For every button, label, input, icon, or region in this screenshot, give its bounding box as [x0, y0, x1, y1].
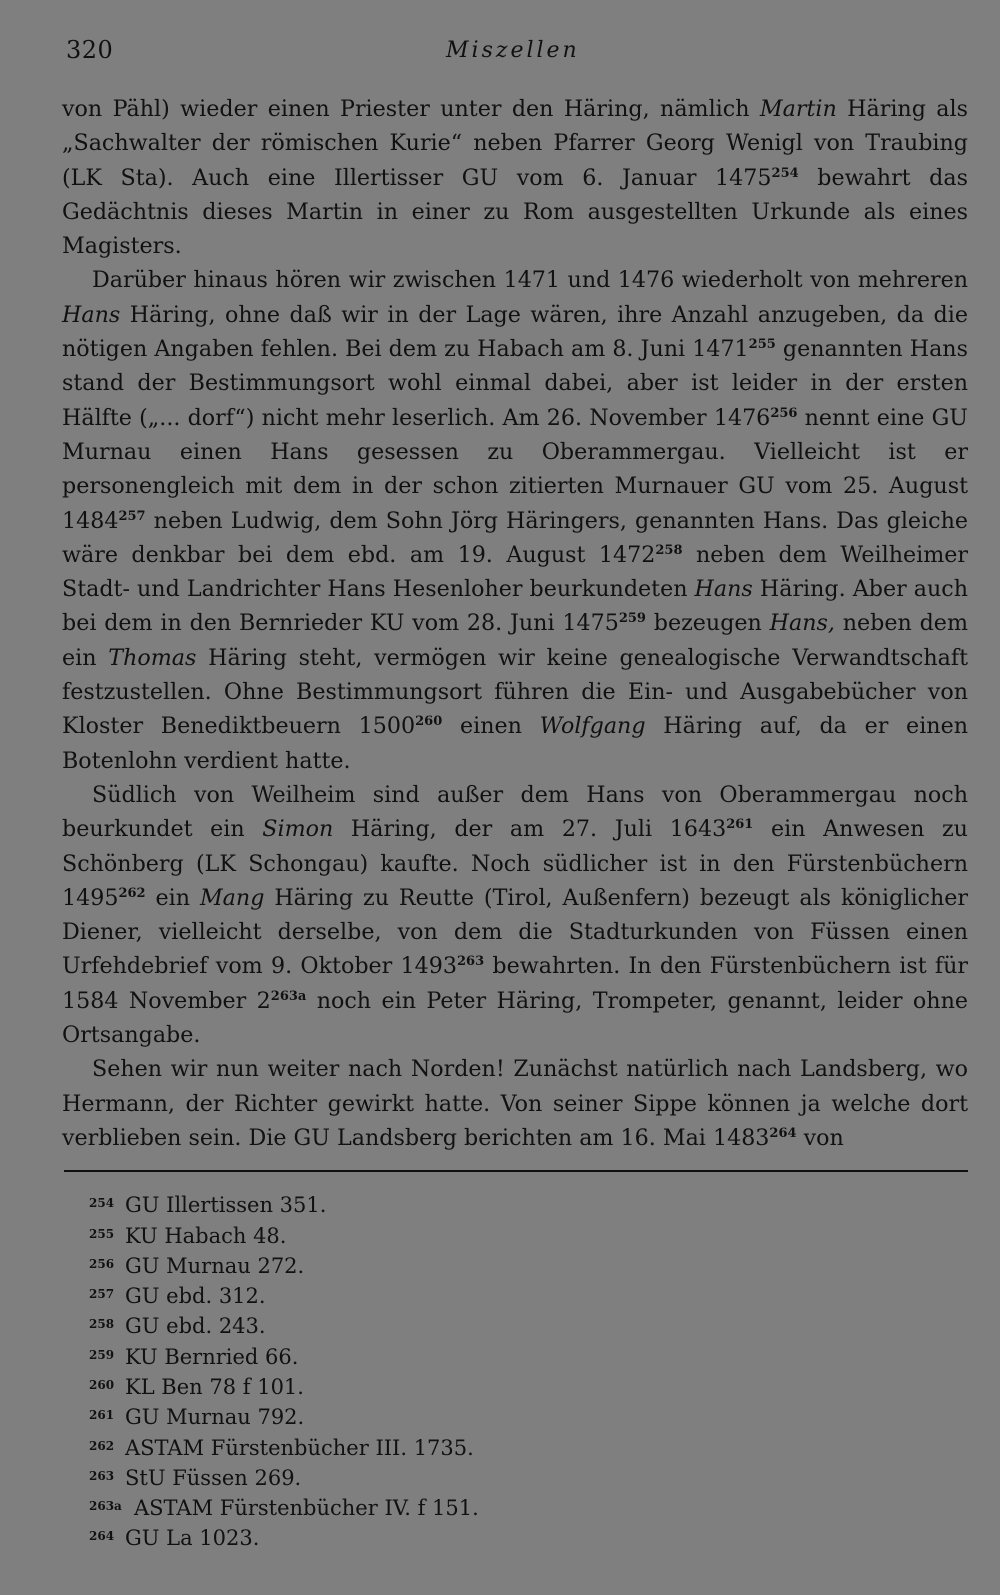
- footnote-text: ASTAM Fürstenbücher IV. f 151.: [134, 1496, 479, 1521]
- footnote-text: StU Füssen 269.: [125, 1465, 302, 1490]
- text-run: Häring als „Sachwalter der römischen Kurie“ neben Pfarrer Georg Wenigl von Traubing (LK Sta). Auch eine Illertisser GU vom 6. Januar 1475: [62, 96, 968, 191]
- text-run: Häring, ohne daß wir in der Lage wären, ihre Anzahl anzugeben, da die nötigen Angaben fehlen. Bei dem zu Habach am 8. Juni 1471: [62, 301, 968, 363]
- footnote-reference[interactable]: 256: [770, 405, 798, 421]
- italic-name: Hans: [694, 576, 753, 603]
- running-head: Miszellen: [446, 38, 580, 63]
- footnote-text: GU ebd. 312.: [125, 1284, 266, 1309]
- footnote-text: KU Habach 48.: [125, 1223, 287, 1248]
- italic-name: Mang: [199, 884, 265, 911]
- page-header: [62, 36, 968, 76]
- footnotes: [89, 1192, 968, 1556]
- footnote-reference[interactable]: 260: [415, 714, 443, 730]
- footnote-number: 255: [89, 1226, 115, 1241]
- footnote-reference[interactable]: 259: [618, 611, 646, 627]
- footnote-item: [89, 1404, 968, 1434]
- page-number: 320: [66, 36, 114, 64]
- footnote-number: 263a: [89, 1499, 122, 1514]
- footnote-item: [89, 1253, 968, 1283]
- text-run: Südlich von Weilheim sind außer dem Hans von Oberammergau noch beurkundet ein: [62, 781, 968, 843]
- footnote-text: GU Murnau 272.: [125, 1253, 305, 1278]
- footnote-reference[interactable]: 255: [748, 337, 776, 353]
- paragraph: [62, 263, 968, 777]
- italic-name: Hans,: [769, 610, 835, 637]
- text-run: ein: [145, 884, 200, 911]
- text-run: von: [796, 1124, 844, 1151]
- footnote-reference[interactable]: 262: [118, 885, 146, 901]
- footnote-item: [89, 1192, 968, 1222]
- footnote-number: 260: [89, 1377, 115, 1392]
- footnote-text: GU Illertissen 351.: [125, 1193, 327, 1218]
- footnote-number: 259: [89, 1347, 115, 1362]
- footnote-item: [89, 1525, 968, 1555]
- footnote-number: 256: [89, 1256, 115, 1271]
- footnote-item: [89, 1465, 968, 1495]
- book-page: [62, 36, 968, 1556]
- footnote-number: 254: [89, 1196, 115, 1211]
- footnote-divider: [64, 1170, 968, 1172]
- footnote-item: [89, 1283, 968, 1313]
- italic-name: Wolfgang: [539, 713, 646, 740]
- footnote-text: KU Bernried 66.: [125, 1344, 299, 1369]
- italic-name: Martin: [759, 96, 837, 122]
- text-run: neben dem Weilheimer Stadt- und Landrichter Hans Hesenloher beurkundeten: [62, 541, 968, 603]
- text-run: Häring zu Reutte (Tirol, Außenfern) bezeugt als königlicher Diener, vielleicht derselbe, von dem die Stadturkunden von Füssen einen Urfehdebrief vom 9. Oktober 1493: [62, 884, 969, 980]
- footnote-number: 263: [89, 1468, 115, 1483]
- footnote-number: 261: [89, 1408, 115, 1423]
- footnote-item: [89, 1495, 968, 1525]
- text-run: noch ein Peter Häring, Trompeter, genannt, leider ohne Ortsangabe.: [62, 987, 968, 1049]
- paragraph: [62, 778, 968, 1052]
- italic-name: Hans: [62, 301, 121, 328]
- text-run: von Pähl) wieder einen Priester unter den Häring, nämlich: [62, 96, 760, 122]
- text-run: Sehen wir nun weiter nach Norden! Zunächst natürlich nach Landsberg, wo Hermann, der Richter gewirkt hatte. Von seiner Sippe können ja welche dort verblieben sein. Die GU Landsberg berichten am 16. Mai 1483: [62, 1056, 968, 1151]
- paragraph: [62, 92, 968, 263]
- footnote-reference[interactable]: 254: [771, 165, 799, 181]
- paragraph: [62, 1052, 968, 1155]
- text-run: genannten Hans stand der Bestimmungsort wohl einmal dabei, aber ist leider in der ersten Hälfte („... dorf“) nicht mehr leserlich. Am 26. November 1476: [62, 336, 968, 431]
- footnote-text: KL Ben 78 f 101.: [125, 1374, 304, 1399]
- text-run: neben Ludwig, dem Sohn Jörg Häringers, genannten Hans. Das gleiche wäre denkbar bei dem ebd. am 19. August 1472: [62, 507, 968, 568]
- text-run: Häring, der am 27. Juli 1643: [333, 816, 727, 843]
- footnote-item: [89, 1223, 968, 1253]
- footnote-reference[interactable]: 263: [457, 954, 485, 970]
- text-run: einen: [442, 713, 540, 740]
- italic-name: Thomas: [108, 644, 197, 671]
- footnote-text: GU La 1023.: [125, 1526, 260, 1551]
- footnote-number: 264: [89, 1529, 115, 1544]
- footnote-number: 258: [89, 1317, 115, 1332]
- footnote-item: [89, 1374, 968, 1404]
- footnote-reference[interactable]: 261: [726, 817, 754, 833]
- text-run: nennt eine GU Murnau einen Hans gesessen zu Oberammergau. Vielleicht ist er personengleich mit dem in der schon zitierten Murnauer GU vom 25. August 1484: [62, 404, 968, 534]
- footnote-reference[interactable]: 264: [769, 1125, 797, 1141]
- text-run: Häring steht, vermögen wir keine genealogische Verwandtschaft festzustellen. Ohne Bestimmungsort führen die Ein- und Ausgabebücher von Kloster Benediktbeuern 1500: [62, 644, 968, 740]
- footnote-number: 262: [89, 1438, 115, 1453]
- footnote-number: 257: [89, 1287, 115, 1302]
- body-text: [62, 92, 968, 1155]
- italic-name: Simon: [262, 816, 334, 843]
- footnote-item: [89, 1435, 968, 1465]
- footnote-item: [89, 1344, 968, 1374]
- footnote-text: ASTAM Fürstenbücher III. 1735.: [125, 1435, 474, 1460]
- text-run: ein Anwesen zu Schönberg (LK Schongau) kaufte. Noch südlicher ist in den Fürstenbüchern 1495: [62, 816, 968, 911]
- text-run: Häring. Aber auch bei dem in den Bernrieder KU vom 28. Juni 1475: [62, 576, 968, 637]
- footnote-reference[interactable]: 258: [655, 542, 683, 558]
- footnote-reference[interactable]: 257: [118, 508, 146, 524]
- footnote-text: GU ebd. 243.: [125, 1314, 266, 1339]
- text-run: bewahrten. In den Fürstenbüchern ist für 1584 November 2: [62, 953, 968, 1014]
- footnote-text: GU Murnau 792.: [125, 1405, 305, 1430]
- text-run: neben dem ein: [62, 610, 968, 671]
- footnote-reference[interactable]: 263a: [270, 988, 307, 1004]
- text-run: bezeugen: [645, 610, 770, 637]
- footnote-item: [89, 1313, 968, 1343]
- text-run: bewahrt das Gedächtnis dieses Martin in einer zu Rom ausgestellten Urkunde als eines Magisters.: [62, 164, 968, 260]
- text-run: Darüber hinaus hören wir zwischen 1471 und 1476 wiederholt von mehreren: [92, 267, 968, 294]
- text-run: Häring auf, da er einen Botenlohn verdient hatte.: [62, 713, 968, 774]
